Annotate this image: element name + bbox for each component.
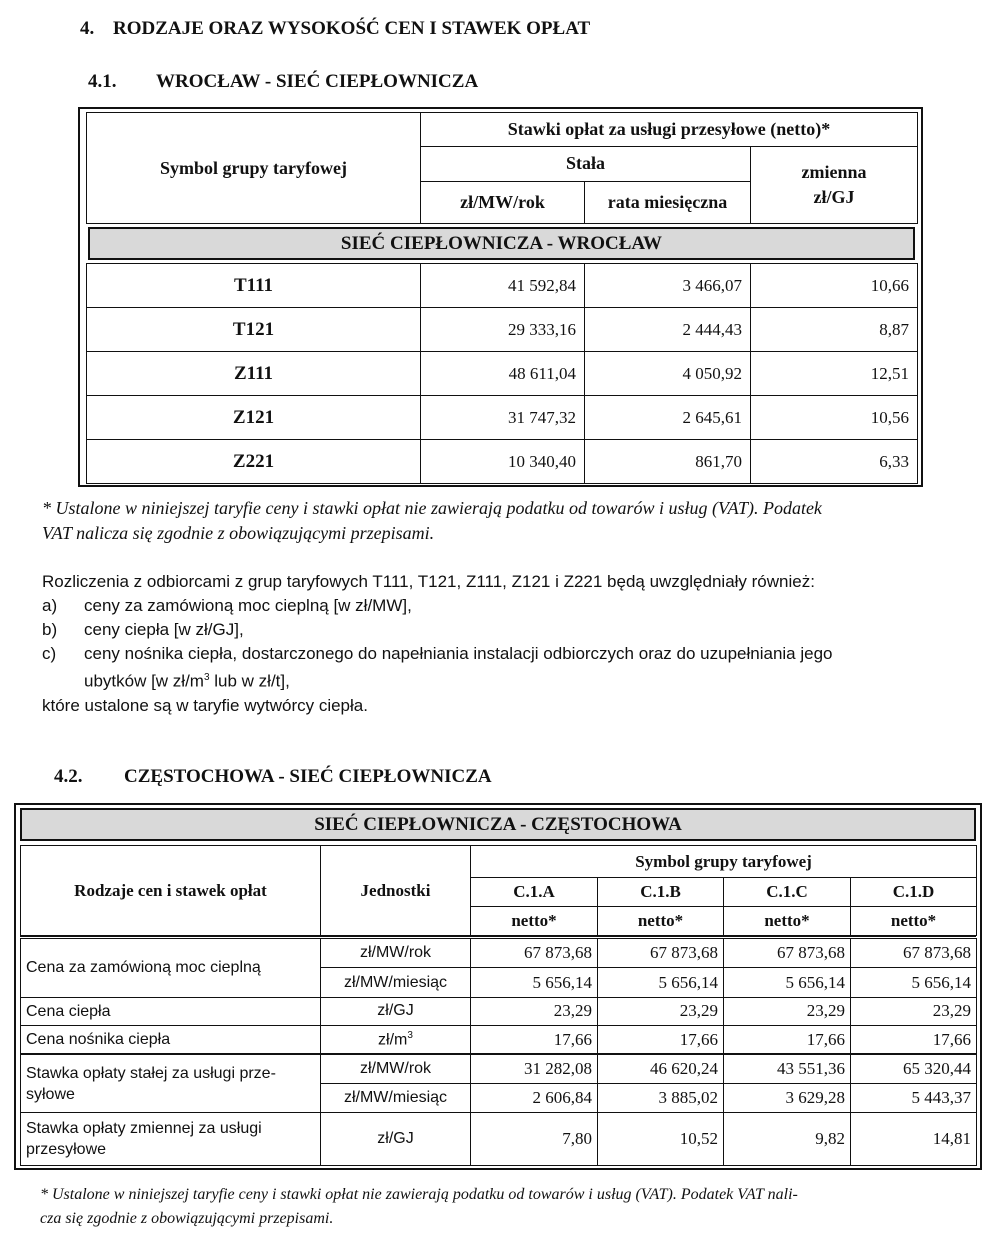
variable-cell: 12,51	[751, 352, 918, 396]
unit-header: Jednostki	[321, 846, 471, 936]
type-header: Rodzaje cen i stawek opłat	[21, 846, 321, 936]
list-text: ceny ciepła [w zł/GJ],	[84, 620, 244, 639]
value-cell: 5 656,14	[598, 968, 724, 997]
footnote-line: cza się zgodnie z obowiązującymi przepisami.	[40, 1210, 334, 1227]
value-cell: 3 629,28	[724, 1083, 851, 1112]
row-label: Cena nośnika ciepła	[21, 1026, 321, 1054]
variable-cell: 10,66	[751, 264, 918, 308]
month-cell: 861,70	[585, 440, 751, 484]
variable-header-unit: zł/GJ	[813, 187, 855, 208]
year-cell: 41 592,84	[421, 264, 585, 308]
value-cell: 5 443,37	[851, 1083, 977, 1112]
group-col-header: C.1.B	[598, 878, 724, 907]
value-cell: 23,29	[851, 997, 977, 1025]
table-row	[87, 264, 918, 308]
unit-cell: zł/MW/rok	[321, 939, 471, 968]
year-cell: 10 340,40	[421, 440, 585, 484]
settlement-paragraph	[42, 570, 962, 718]
symbol-cell: Z221	[87, 440, 421, 484]
paragraph-outro: które ustalone są w taryfie wytwórcy ciepła.	[42, 695, 368, 715]
list-item	[42, 594, 962, 618]
wroclaw-footnote	[42, 496, 972, 546]
table-row	[87, 308, 918, 352]
list-item	[42, 618, 962, 642]
table-row	[87, 352, 918, 396]
month-cell: 2 444,43	[585, 308, 751, 352]
table-row	[21, 997, 977, 1025]
unit-cell: zł/MW/miesiąc	[321, 1083, 471, 1112]
czestochowa-footnote	[40, 1183, 975, 1231]
value-cell: 17,66	[724, 1026, 851, 1054]
continuation-text: lub w zł/t],	[209, 671, 290, 691]
group-col-header: C.1.A	[471, 878, 598, 907]
col-month-header: rata miesięczna	[585, 181, 751, 223]
year-cell: 31 747,32	[421, 396, 585, 440]
month-cell: 4 050,92	[585, 352, 751, 396]
value-cell: 23,29	[724, 997, 851, 1025]
netto-header: netto*	[851, 907, 977, 936]
value-cell: 31 282,08	[471, 1054, 598, 1083]
year-cell: 29 333,16	[421, 308, 585, 352]
list-marker: b)	[42, 620, 58, 639]
symbol-cell: T121	[87, 308, 421, 352]
footnote-line: * Ustalone w niniejszej taryfie ceny i stawki opłat nie zawierają podatku od towarów i usług (VAT). Podatek VAT nali-	[40, 1186, 798, 1203]
table-row	[21, 1026, 977, 1054]
value-cell: 67 873,68	[851, 939, 977, 968]
value-cell: 67 873,68	[598, 939, 724, 968]
paragraph-intro: Rozliczenia z odbiorcami z grup taryfowych T111, T121, Z111, Z121 i Z221 będą uwzględniały również:	[42, 572, 815, 591]
table-row	[87, 396, 918, 440]
col-year-header: zł/MW/rok	[421, 181, 585, 223]
row-label-line: syłowe	[26, 1085, 75, 1103]
value-cell: 17,66	[598, 1026, 724, 1054]
row-label	[21, 1113, 321, 1166]
value-cell: 5 656,14	[724, 968, 851, 997]
value-cell: 5 656,14	[851, 968, 977, 997]
value-cell: 3 885,02	[598, 1083, 724, 1112]
symbol-group-header: Symbol grupy taryfowej	[87, 113, 421, 224]
unit-cell: zł/GJ	[321, 997, 471, 1025]
continuation-text: ubytków [w zł/m	[84, 671, 204, 691]
value-cell: 9,82	[724, 1113, 851, 1166]
value-cell: 17,66	[471, 1026, 598, 1054]
unit-text: zł/m	[378, 1031, 408, 1049]
section-title: RODZAJE ORAZ WYSOKOŚĆ CEN I STAWEK OPŁAT	[113, 18, 591, 39]
rates-header: Stawki opłat za usługi przesyłowe (netto)*	[421, 113, 918, 147]
netto-header: netto*	[598, 907, 724, 936]
month-cell: 3 466,07	[585, 264, 751, 308]
variable-cell: 6,33	[751, 440, 918, 484]
unit-cell: zł/GJ	[321, 1113, 471, 1166]
netto-header: netto*	[471, 907, 598, 936]
superscript: 3	[407, 1029, 413, 1041]
value-cell: 23,29	[598, 997, 724, 1025]
header-separator	[20, 935, 976, 937]
unit-cell	[321, 1026, 471, 1054]
value-cell: 5 656,14	[471, 968, 598, 997]
wroclaw-band: SIEĆ CIEPŁOWNICZA - WROCŁAW	[88, 227, 915, 260]
symbol-cell: Z121	[87, 396, 421, 440]
table-row	[87, 440, 918, 484]
list-item	[42, 642, 962, 666]
czestochowa-table-body	[20, 938, 977, 1166]
year-cell: 48 611,04	[421, 352, 585, 396]
month-cell: 2 645,61	[585, 396, 751, 440]
czestochowa-table-header	[20, 845, 977, 936]
list-text: ceny nośnika ciepła, dostarczonego do napełniania instalacji odbiorczych oraz do uzupełniania jego	[84, 644, 833, 663]
unit-cell: zł/MW/miesiąc	[321, 968, 471, 997]
list-text: ceny za zamówioną moc cieplną [w zł/MW],	[84, 596, 412, 615]
fixed-header: Stała	[421, 147, 751, 181]
section-heading	[80, 18, 590, 40]
table-row	[21, 939, 977, 968]
value-cell: 67 873,68	[471, 939, 598, 968]
value-cell: 43 551,36	[724, 1054, 851, 1083]
value-cell: 7,80	[471, 1113, 598, 1166]
wroclaw-table-header	[86, 112, 918, 224]
section-number: 4.	[80, 18, 95, 39]
variable-cell: 10,56	[751, 396, 918, 440]
wroclaw-table-body	[86, 263, 918, 484]
row-label: Cena ciepła	[21, 997, 321, 1025]
group-header: Symbol grupy taryfowej	[471, 846, 977, 878]
subsection-number: 4.1.	[88, 71, 117, 92]
superscript: 3	[203, 672, 210, 683]
table-row	[21, 1113, 977, 1166]
footnote-line: VAT nalicza się zgodnie z obowiązującymi przepisami.	[42, 523, 435, 543]
row-label-line: Stawka opłaty stałej za usługi prze-	[26, 1064, 276, 1082]
list-item-continuation	[42, 666, 962, 694]
table-row	[21, 1054, 977, 1083]
row-label: Cena za zamówioną moc cieplną	[21, 939, 321, 998]
variable-header	[751, 147, 918, 224]
subsection-number: 4.2.	[54, 766, 83, 787]
netto-header: netto*	[724, 907, 851, 936]
group-col-header: C.1.C	[724, 878, 851, 907]
subsection-heading-czestochowa	[54, 766, 492, 788]
row-label-line: Stawka opłaty zmiennej za usługi	[26, 1120, 262, 1138]
row-label	[21, 1054, 321, 1113]
value-cell: 14,81	[851, 1113, 977, 1166]
value-cell: 67 873,68	[724, 939, 851, 968]
variable-header-label: zmienna	[801, 162, 867, 183]
symbol-cell: Z111	[87, 352, 421, 396]
list-marker: a)	[42, 596, 58, 615]
symbol-cell: T111	[87, 264, 421, 308]
row-label-line: przesyłowe	[26, 1141, 107, 1159]
value-cell: 17,66	[851, 1026, 977, 1054]
value-cell: 46 620,24	[598, 1054, 724, 1083]
value-cell: 65 320,44	[851, 1054, 977, 1083]
value-cell: 2 606,84	[471, 1083, 598, 1112]
list-marker: c)	[42, 644, 57, 663]
subsection-heading-wroclaw	[88, 71, 478, 93]
variable-cell: 8,87	[751, 308, 918, 352]
subsection-title: WROCŁAW - SIEĆ CIEPŁOWNICZA	[156, 71, 479, 92]
czestochowa-band: SIEĆ CIEPŁOWNICZA - CZĘSTOCHOWA	[20, 808, 976, 841]
group-col-header: C.1.D	[851, 878, 977, 907]
unit-cell: zł/MW/rok	[321, 1054, 471, 1083]
footnote-line: * Ustalone w niniejszej taryfie ceny i stawki opłat nie zawierają podatku od towarów i usług (VAT). Podatek	[42, 498, 822, 518]
value-cell: 23,29	[471, 997, 598, 1025]
value-cell: 10,52	[598, 1113, 724, 1166]
subsection-title: CZĘSTOCHOWA - SIEĆ CIEPŁOWNICZA	[124, 766, 492, 787]
